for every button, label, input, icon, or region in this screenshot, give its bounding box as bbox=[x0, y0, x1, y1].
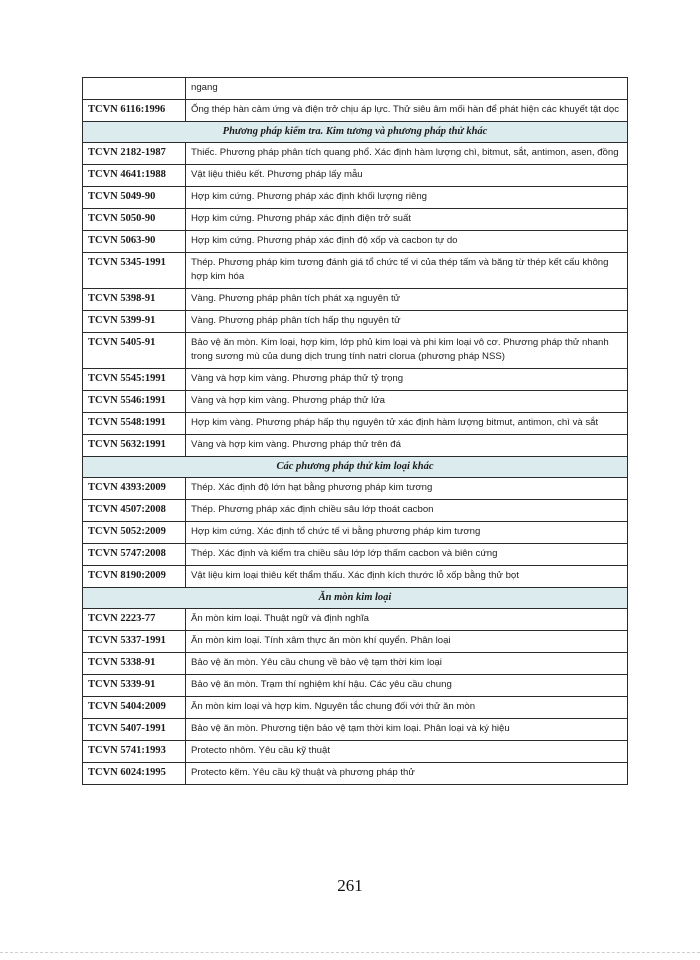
standard-row bbox=[83, 231, 628, 253]
standard-description: Thép. Xác định và kiểm tra chiều sâu lớp lớp thấm cacbon và biên cứng bbox=[186, 544, 628, 566]
standard-row bbox=[83, 719, 628, 741]
section-title: Phương pháp kiểm tra. Kim tương và phương pháp thử khác bbox=[83, 122, 628, 143]
standard-code: TCVN 5345-1991 bbox=[83, 253, 186, 289]
standard-row bbox=[83, 675, 628, 697]
standard-code: TCVN 5548:1991 bbox=[83, 413, 186, 435]
standard-row bbox=[83, 566, 628, 588]
standard-code: TCVN 5052:2009 bbox=[83, 522, 186, 544]
standard-description: Thép. Xác định độ lớn hạt bằng phương pháp kim tương bbox=[186, 478, 628, 500]
standard-description: Bảo vệ ăn mòn. Trạm thí nghiệm khí hậu. Các yêu cầu chung bbox=[186, 675, 628, 697]
standard-description: Vật liệu thiêu kết. Phương pháp lấy mẫu bbox=[186, 165, 628, 187]
standards-table-body bbox=[83, 78, 628, 785]
standard-description: Ăn mòn kim loại. Tính xâm thực ăn mòn khí quyển. Phân loại bbox=[186, 631, 628, 653]
standards-table bbox=[82, 77, 628, 785]
section-header-row bbox=[83, 588, 628, 609]
standard-code: TCVN 4641:1988 bbox=[83, 165, 186, 187]
standard-description: Protecto nhôm. Yêu cầu kỹ thuật bbox=[186, 741, 628, 763]
standard-row bbox=[83, 478, 628, 500]
standard-row bbox=[83, 500, 628, 522]
standard-description: Bảo vệ ăn mòn. Kim loại, hợp kim, lớp phủ kim loại và phi kim loại vô cơ. Phương pháp thử nhanh trong sương mù của dung dịch trung tính natri clorua (phương pháp NSS) bbox=[186, 333, 628, 369]
standard-code: TCVN 5632:1991 bbox=[83, 435, 186, 457]
standard-description: Ống thép hàn cảm ứng và điện trở chịu áp lực. Thử siêu âm mối hàn để phát hiện các khuyết tật dọc bbox=[186, 100, 628, 122]
standard-description: Bảo vệ ăn mòn. Yêu cầu chung về bảo vệ tạm thời kim loại bbox=[186, 653, 628, 675]
standard-description: Bảo vệ ăn mòn. Phương tiện bảo vệ tạm thời kim loại. Phân loại và ký hiệu bbox=[186, 719, 628, 741]
standard-description: Vàng và hợp kim vàng. Phương pháp thử lửa bbox=[186, 391, 628, 413]
standard-code: TCVN 8190:2009 bbox=[83, 566, 186, 588]
standard-code: TCVN 4507:2008 bbox=[83, 500, 186, 522]
standard-code: TCVN 5407-1991 bbox=[83, 719, 186, 741]
standard-description: Vàng và hợp kim vàng. Phương pháp thử trên đá bbox=[186, 435, 628, 457]
standard-row bbox=[83, 391, 628, 413]
standard-row bbox=[83, 763, 628, 785]
standard-row bbox=[83, 653, 628, 675]
standard-code: TCVN 5546:1991 bbox=[83, 391, 186, 413]
section-header-row bbox=[83, 457, 628, 478]
standard-row bbox=[83, 413, 628, 435]
section-title: Các phương pháp thử kim loại khác bbox=[83, 457, 628, 478]
standard-row bbox=[83, 311, 628, 333]
standard-row bbox=[83, 187, 628, 209]
standard-description: Thiếc. Phương pháp phân tích quang phổ. Xác định hàm lượng chì, bitmut, sắt, antimon, asen, đồng bbox=[186, 143, 628, 165]
standard-code: TCVN 5747:2008 bbox=[83, 544, 186, 566]
standard-row bbox=[83, 522, 628, 544]
standard-code: TCVN 5404:2009 bbox=[83, 697, 186, 719]
standard-description: Hợp kim cứng. Xác định tổ chức tế vi bằng phương pháp kim tương bbox=[186, 522, 628, 544]
standard-description: Vàng. Phương pháp phân tích phát xạ nguyên tử bbox=[186, 289, 628, 311]
standard-row bbox=[83, 544, 628, 566]
standard-code: TCVN 5339-91 bbox=[83, 675, 186, 697]
bottom-divider bbox=[0, 952, 700, 953]
standard-code: TCVN 5050-90 bbox=[83, 209, 186, 231]
standard-code: TCVN 2182-1987 bbox=[83, 143, 186, 165]
standard-row bbox=[83, 78, 628, 100]
standard-row bbox=[83, 609, 628, 631]
standard-description: Ăn mòn kim loại và hợp kim. Nguyên tắc chung đối với thử ăn mòn bbox=[186, 697, 628, 719]
standard-code: TCVN 5049-90 bbox=[83, 187, 186, 209]
standard-code: TCVN 5398-91 bbox=[83, 289, 186, 311]
standard-row bbox=[83, 289, 628, 311]
standard-code: TCVN 6024:1995 bbox=[83, 763, 186, 785]
standard-code: TCVN 5545:1991 bbox=[83, 369, 186, 391]
standard-description: Hợp kim cứng. Phương pháp xác định độ xốp và cacbon tự do bbox=[186, 231, 628, 253]
standard-code: TCVN 5741:1993 bbox=[83, 741, 186, 763]
standard-row bbox=[83, 253, 628, 289]
standard-description: ngang bbox=[186, 78, 628, 100]
standard-code bbox=[83, 78, 186, 100]
section-title: Ăn mòn kim loại bbox=[83, 588, 628, 609]
standard-row bbox=[83, 369, 628, 391]
standard-row bbox=[83, 100, 628, 122]
standard-description: Hợp kim cứng. Phương pháp xác định khối lượng riêng bbox=[186, 187, 628, 209]
page-number: 261 bbox=[337, 876, 363, 895]
standard-code: TCVN 5063-90 bbox=[83, 231, 186, 253]
standard-description: Vàng. Phương pháp phân tích hấp thụ nguyên tử bbox=[186, 311, 628, 333]
standard-code: TCVN 5399-91 bbox=[83, 311, 186, 333]
standard-row bbox=[83, 631, 628, 653]
standard-row bbox=[83, 209, 628, 231]
standard-description: Thép. Phương pháp kim tương đánh giá tổ chức tế vi của thép tấm và băng từ thép kết cấu không hợp kim hóa bbox=[186, 253, 628, 289]
standard-code: TCVN 5337-1991 bbox=[83, 631, 186, 653]
standard-code: TCVN 2223-77 bbox=[83, 609, 186, 631]
standard-description: Ăn mòn kim loại. Thuật ngữ và định nghĩa bbox=[186, 609, 628, 631]
standard-description: Hợp kim cứng. Phương pháp xác định điện trở suất bbox=[186, 209, 628, 231]
standard-description: Protecto kẽm. Yêu cầu kỹ thuật và phương pháp thử bbox=[186, 763, 628, 785]
section-header-row bbox=[83, 122, 628, 143]
standard-row bbox=[83, 165, 628, 187]
standard-row bbox=[83, 143, 628, 165]
standard-row bbox=[83, 741, 628, 763]
standard-description: Vàng và hợp kim vàng. Phương pháp thử tỷ trọng bbox=[186, 369, 628, 391]
standard-description: Thép. Phương pháp xác định chiều sâu lớp thoát cacbon bbox=[186, 500, 628, 522]
standard-description: Hợp kim vàng. Phương pháp hấp thụ nguyên tử xác định hàm lượng bitmut, antimon, chì và sắt bbox=[186, 413, 628, 435]
standard-description: Vật liệu kim loại thiêu kết thẩm thấu. Xác định kích thước lỗ xốp bằng thử bọt bbox=[186, 566, 628, 588]
standard-row bbox=[83, 697, 628, 719]
standard-code: TCVN 4393:2009 bbox=[83, 478, 186, 500]
standard-code: TCVN 5405-91 bbox=[83, 333, 186, 369]
standard-row bbox=[83, 333, 628, 369]
standard-row bbox=[83, 435, 628, 457]
standard-code: TCVN 6116:1996 bbox=[83, 100, 186, 122]
standard-code: TCVN 5338-91 bbox=[83, 653, 186, 675]
